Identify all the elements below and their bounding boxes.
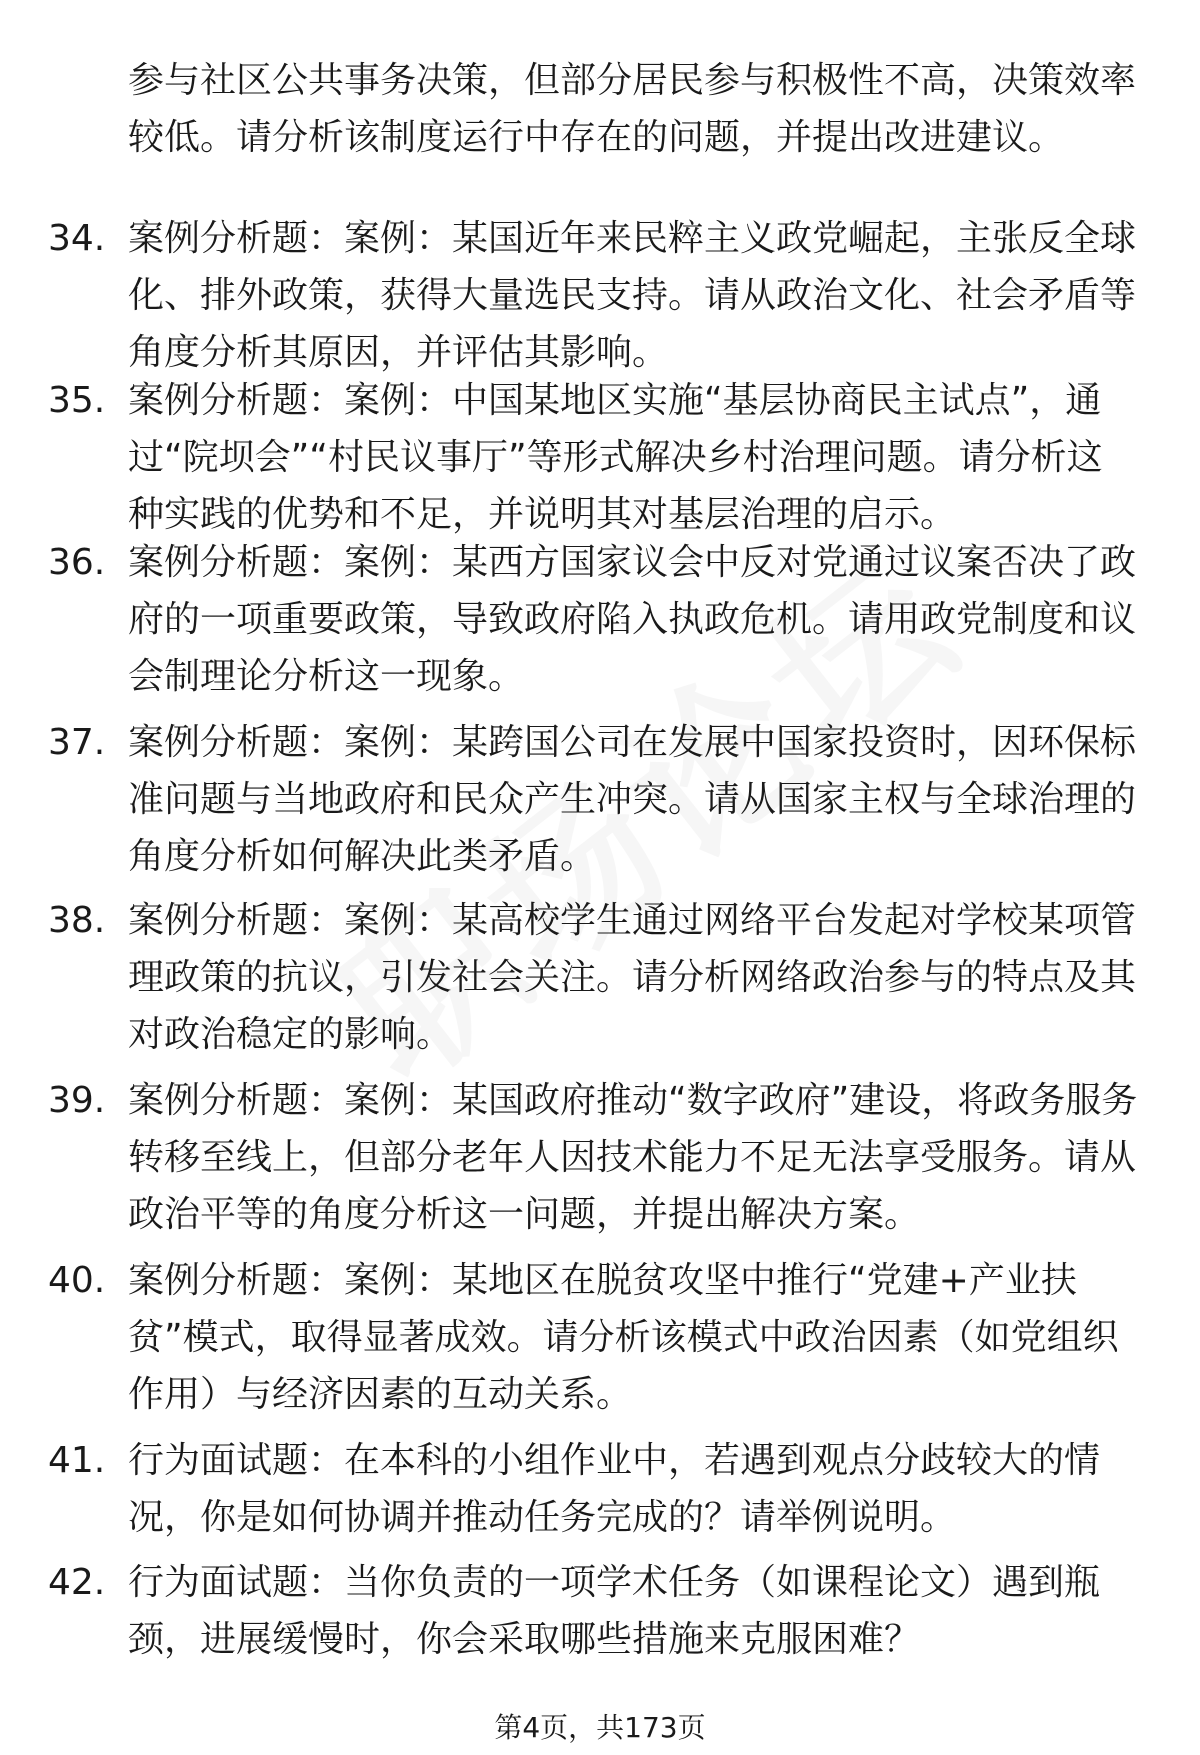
- question-35: [48, 372, 1138, 543]
- question-text: 案例分析题：案例：某国政府推动“数字政府”建设，将政务服务转移至线上，但部分老年人因技术能力不足无法享受服务。请从政治平等的角度分析这一问题，并提出解决方案。: [128, 1080, 1138, 1235]
- question-text: 案例分析题：案例：某地区在脱贫攻坚中推行“党建+产业扶贫”模式，取得显著成效。请分析该模式中政治因素（如党组织作用）与经济因素的互动关系。: [128, 1260, 1119, 1415]
- question-34: [48, 210, 1138, 381]
- question-number: 39.: [48, 1080, 106, 1121]
- question-33-continuation: 参与社区公共事务决策，但部分居民参与积极性不高，决策效率较低。请分析该制度运行中存在的问题，并提出改进建议。: [128, 60, 1137, 158]
- question-36: [48, 534, 1138, 705]
- question-40: [48, 1252, 1138, 1423]
- question-number: 38.: [48, 900, 106, 941]
- question-text: 案例分析题：案例：某跨国公司在发展中国家投资时，因环保标准问题与当地政府和民众产生冲突。请从国家主权与全球治理的角度分析如何解决此类矛盾。: [128, 722, 1137, 877]
- question-text: 案例分析题：案例：某西方国家议会中反对党通过议案否决了政府的一项重要政策，导致政府陷入执政危机。请用政党制度和议会制理论分析这一现象。: [128, 542, 1137, 697]
- page-number-footer: 第4页，共173页: [494, 1711, 706, 1744]
- question-number: 34.: [48, 218, 106, 259]
- question-number: 36.: [48, 542, 106, 583]
- question-number: 35.: [48, 380, 106, 421]
- question-number: 41.: [48, 1440, 106, 1481]
- question-38: [48, 892, 1138, 1063]
- question-text: 行为面试题：在本科的小组作业中，若遇到观点分歧较大的情况，你是如何协调并推动任务完成的？请举例说明。: [128, 1440, 1101, 1538]
- question-42: [48, 1554, 1138, 1668]
- question-number: 37.: [48, 722, 106, 763]
- question-number: 42.: [48, 1562, 106, 1603]
- question-text: 案例分析题：案例：某国近年来民粹主义政党崛起，主张反全球化、排外政策，获得大量选民支持。请从政治文化、社会矛盾等角度分析其原因，并评估其影响。: [128, 218, 1137, 373]
- question-text: 案例分析题：案例：某高校学生通过网络平台发起对学校某项管理政策的抗议，引发社会关注。请分析网络政治参与的特点及其对政治稳定的影响。: [128, 900, 1137, 1055]
- question-text: 行为面试题：当你负责的一项学术任务（如课程论文）遇到瓶颈，进展缓慢时，你会采取哪些措施来克服困难？: [128, 1562, 1101, 1660]
- question-41: [48, 1432, 1138, 1546]
- question-text: 案例分析题：案例：中国某地区实施“基层协商民主试点”，通过“院坝会”“村民议事厅”等形式解决乡村治理问题。请分析这种实践的优势和不足，并说明其对基层治理的启示。: [128, 380, 1103, 535]
- question-39: [48, 1072, 1138, 1243]
- question-37: [48, 714, 1138, 885]
- question-number: 40.: [48, 1260, 106, 1301]
